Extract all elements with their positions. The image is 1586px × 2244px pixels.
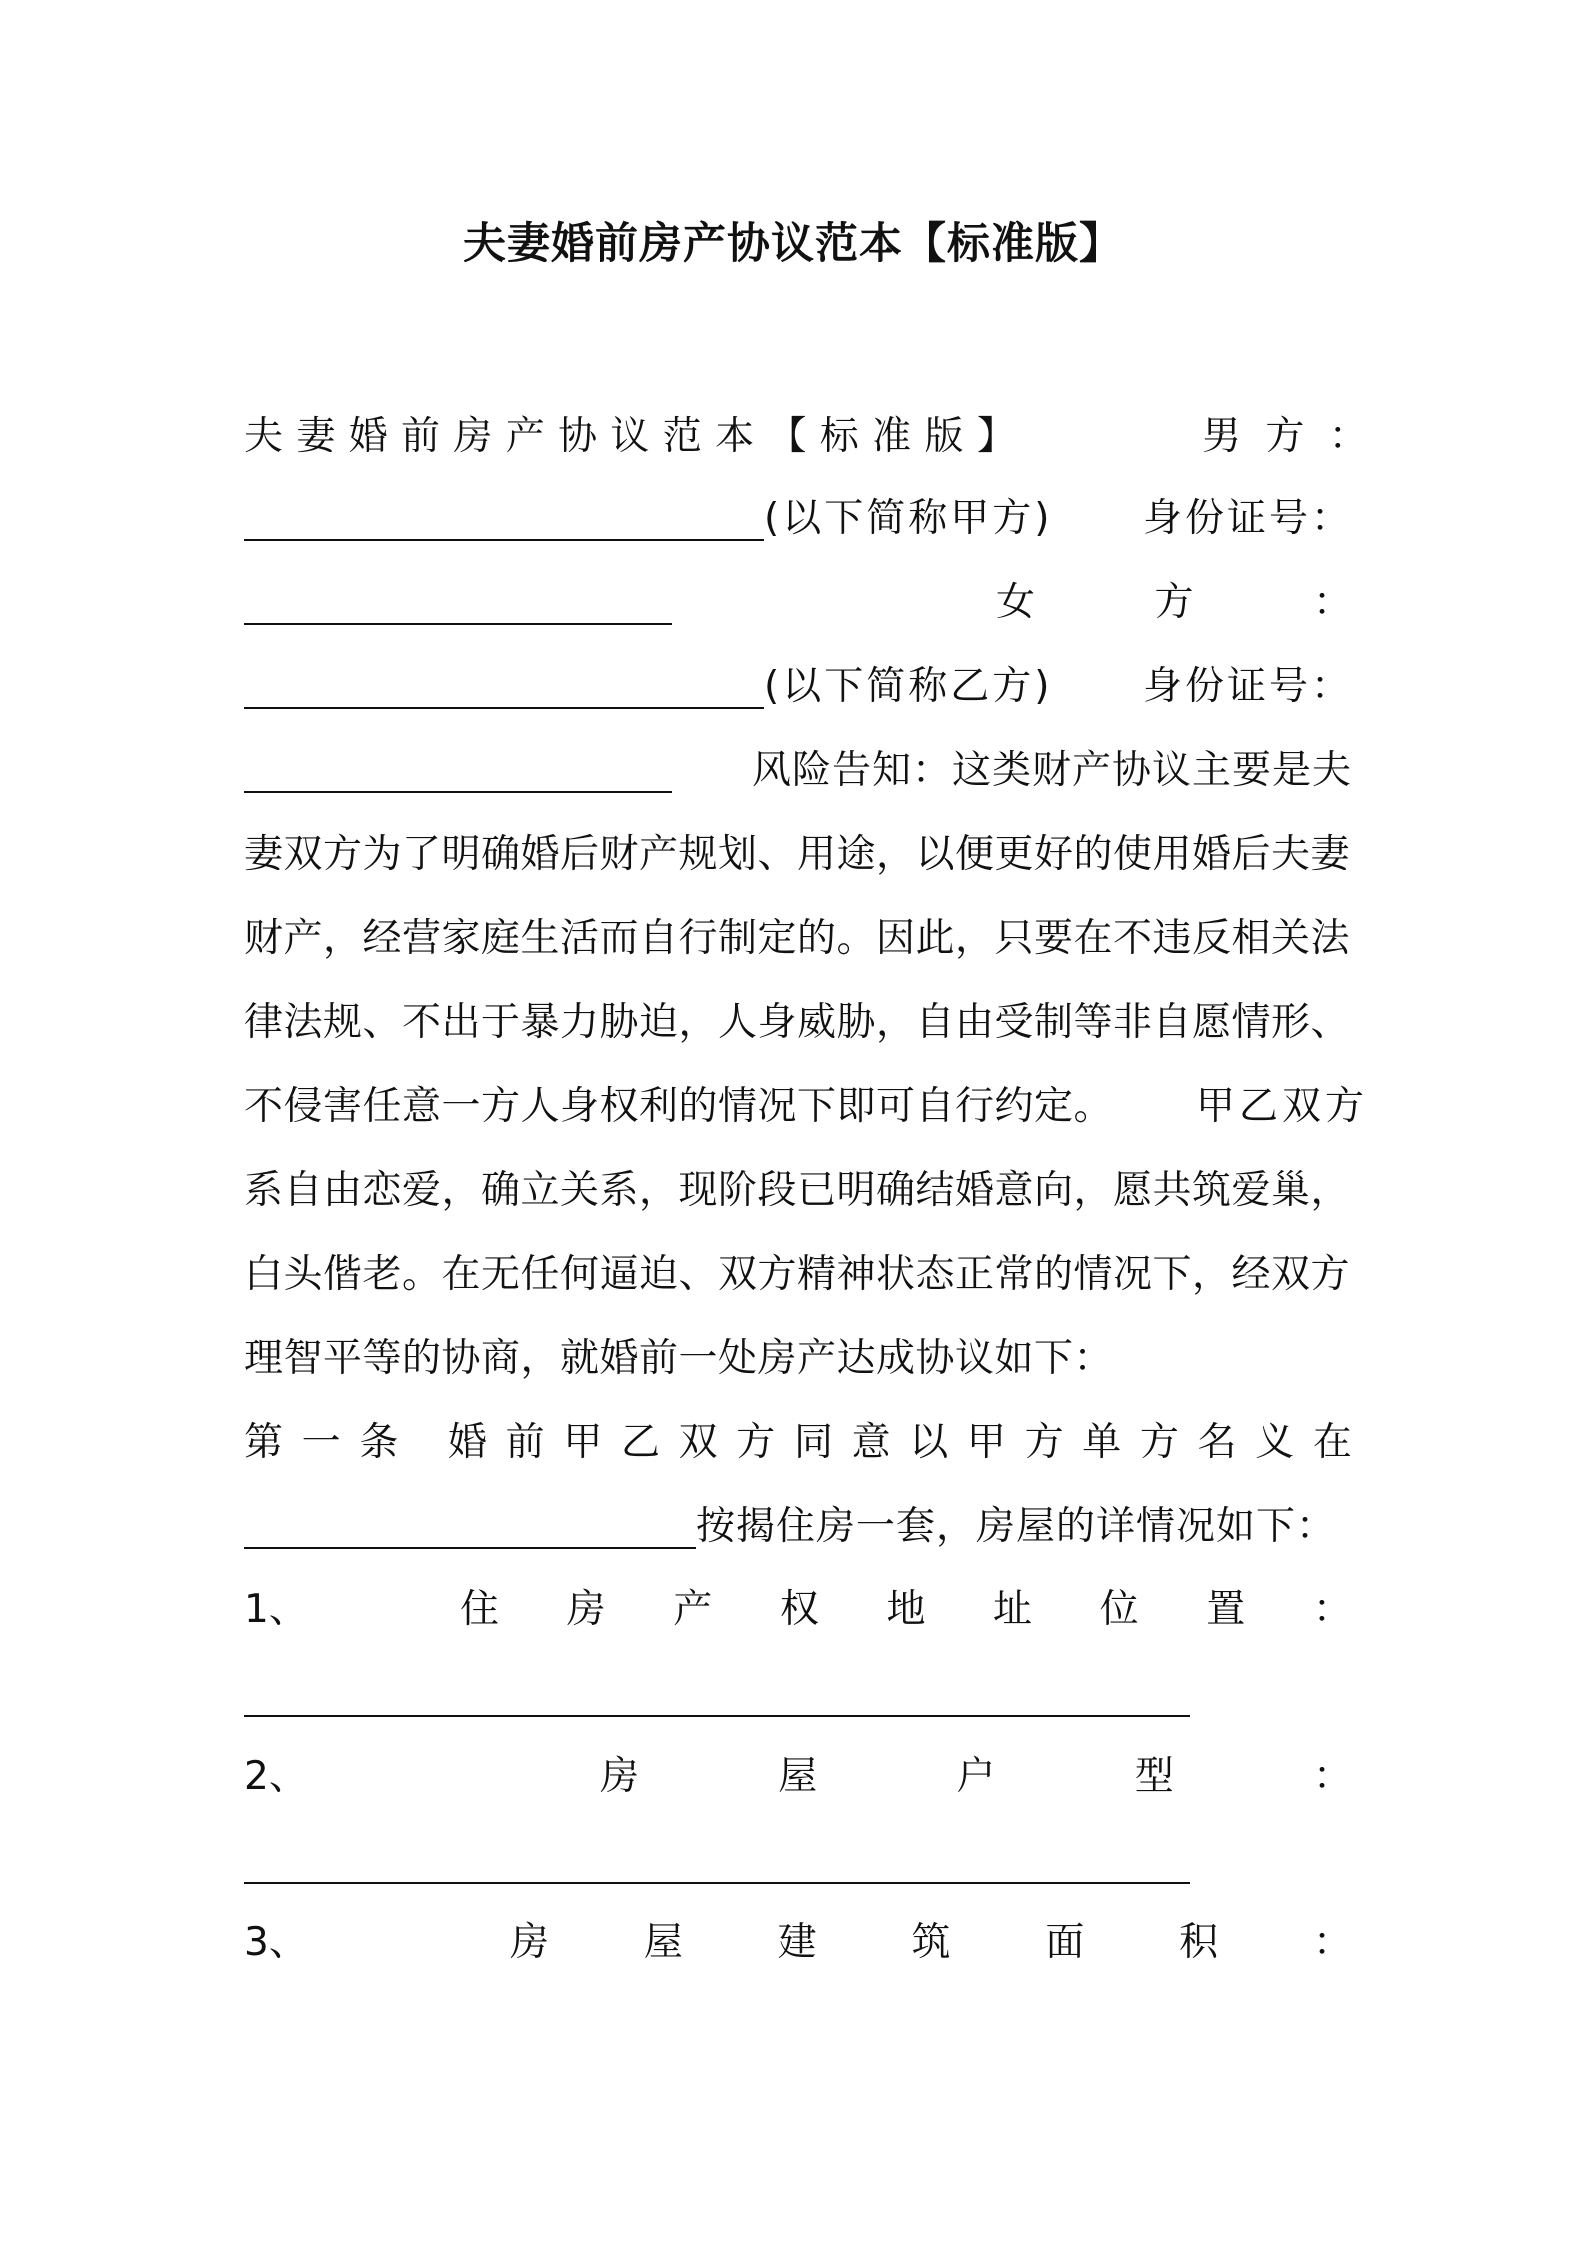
item-3-label [510,1913,1352,1973]
header-repeat-title [244,407,1016,467]
risk-notice-last: 不侵害任意一方人身权利的情况下即可自行约定。 [244,1084,1114,1129]
item-2-line [244,1747,1352,1807]
risk-notice-first-line [244,741,1352,801]
article-1-char: 名 [1197,1420,1237,1465]
header-char: 房 [453,414,493,459]
header-char: 范 [662,414,702,459]
item-1-char: 地 [886,1587,926,1632]
party-b-suffix: (以下简称乙方) [764,664,1053,709]
item-1-char: 址 [993,1587,1033,1632]
preamble-first: 甲乙双方 [1196,1084,1369,1129]
item-3-char: 房 [510,1920,550,1965]
item-2-char: 房 [600,1754,640,1799]
female-line [244,573,1352,633]
article-1-char: 方 [1024,1420,1064,1465]
item-1-number: 1、 [244,1587,308,1632]
header-line [244,407,1374,467]
item-3-char: 面 [1045,1920,1085,1965]
item-2-char: 型 [1134,1754,1174,1799]
article-1-line [244,1413,1352,1473]
item-3-char: 筑 [911,1920,951,1965]
female-label-char: 女 [996,580,1036,625]
party-a-suffix: (以下简称甲方) [764,496,1053,541]
article-1-suffix-line [244,1497,1352,1557]
header-char: 协 [558,414,598,459]
male-label: 男 方 ： [1202,414,1374,459]
article-1-char: 方 [736,1420,776,1465]
article-1-char: 前 [505,1420,545,1465]
item-1-char: 住 [460,1587,500,1632]
party-b-id-label: 身份证号： [1143,664,1354,709]
item-1-char: 权 [779,1587,819,1632]
article-1-char: 以 [909,1420,949,1465]
preamble-line: 白头偕老。在无任何逼迫、双方精神状态正常的情况下，经双方 [244,1252,1351,1297]
article-1-char: 双 [678,1420,718,1465]
article-1-char: 甲 [966,1420,1006,1465]
article-1-char: 乙 [620,1420,660,1465]
article-1-char: 婚 [448,1420,488,1465]
header-char: 夫 [244,414,284,459]
article-1-char: 甲 [563,1420,603,1465]
header-char: 前 [401,414,441,459]
header-char: 本 [715,414,755,459]
female-label-char: ： [1312,580,1352,625]
article-1-char: 条 [359,1420,399,1465]
female-label [996,573,1352,633]
item-3-char: ： [1312,1920,1352,1965]
header-char: 标 [819,414,859,459]
article-1-char: 同 [793,1420,833,1465]
house-type-blank[interactable] [244,1882,1190,1884]
document-title: 夫妻婚前房产协议范本【标准版】 [463,219,1123,269]
preamble-line: 理智平等的协商，就婚前一处房产达成协议如下： [244,1336,1114,1381]
header-char: 准 [872,414,912,459]
article-1-char: 第 [244,1420,284,1465]
address-blank[interactable] [244,1715,1190,1717]
item-2-char: 屋 [778,1754,818,1799]
header-char: 版 [924,414,964,459]
item-3-number: 3、 [244,1920,308,1965]
item-3-char: 积 [1179,1920,1219,1965]
item-3-line [244,1913,1352,1973]
header-char: 妻 [296,414,336,459]
item-1-line [244,1580,1352,1640]
item-2-char: 户 [956,1754,996,1799]
header-char: 议 [610,414,650,459]
item-3-char: 屋 [643,1920,683,1965]
header-char: 产 [505,414,545,459]
item-1-label [460,1580,1352,1640]
item-1-char: 位 [1099,1587,1139,1632]
item-3-char: 建 [777,1920,817,1965]
item-2-number: 2、 [244,1754,308,1799]
article-1-char: 意 [851,1420,891,1465]
article-1-char: 义 [1255,1420,1295,1465]
article-1-char: 一 [301,1420,341,1465]
party-b-line [244,657,1352,717]
item-1-char: 房 [566,1587,606,1632]
female-label-char: 方 [1154,580,1194,625]
party-a-line [244,489,1352,549]
item-1-char: 产 [673,1587,713,1632]
header-char: 婚 [348,414,388,459]
preamble-line: 系自由恋爱，确立关系，现阶段已明确结婚意向，愿共筑爱巢， [244,1168,1351,1213]
article-1-title [244,1413,1352,1473]
risk-notice-line: 律法规、不出于暴力胁迫，人身威胁，自由受制等非自愿情形、 [244,1000,1351,1045]
header-char: 】 [976,414,1016,459]
item-2-label [600,1747,1352,1807]
risk-notice-last-line [244,1077,1369,1137]
item-1-char: ： [1312,1587,1352,1632]
risk-notice-line: 妻双方为了明确婚后财产规划、用途，以便更好的使用婚后夫妻 [244,832,1351,877]
article-1-char: 单 [1082,1420,1122,1465]
item-1-char: 置 [1206,1587,1246,1632]
header-char: 【 [767,414,807,459]
article-1-char [417,1413,429,1473]
risk-notice-first: 风险告知：这类财产协议主要是夫 [752,748,1353,793]
article-1-char: 在 [1312,1420,1352,1465]
party-a-id-label: 身份证号： [1143,496,1354,541]
article-1-char: 方 [1139,1420,1179,1465]
item-2-char: ： [1312,1754,1352,1799]
article-1-suffix: 按揭住房一套，房屋的详情况如下： [696,1504,1337,1549]
risk-notice-line: 财产，经营家庭生活而自行制定的。因此，只要在不违反相关法 [244,916,1351,961]
